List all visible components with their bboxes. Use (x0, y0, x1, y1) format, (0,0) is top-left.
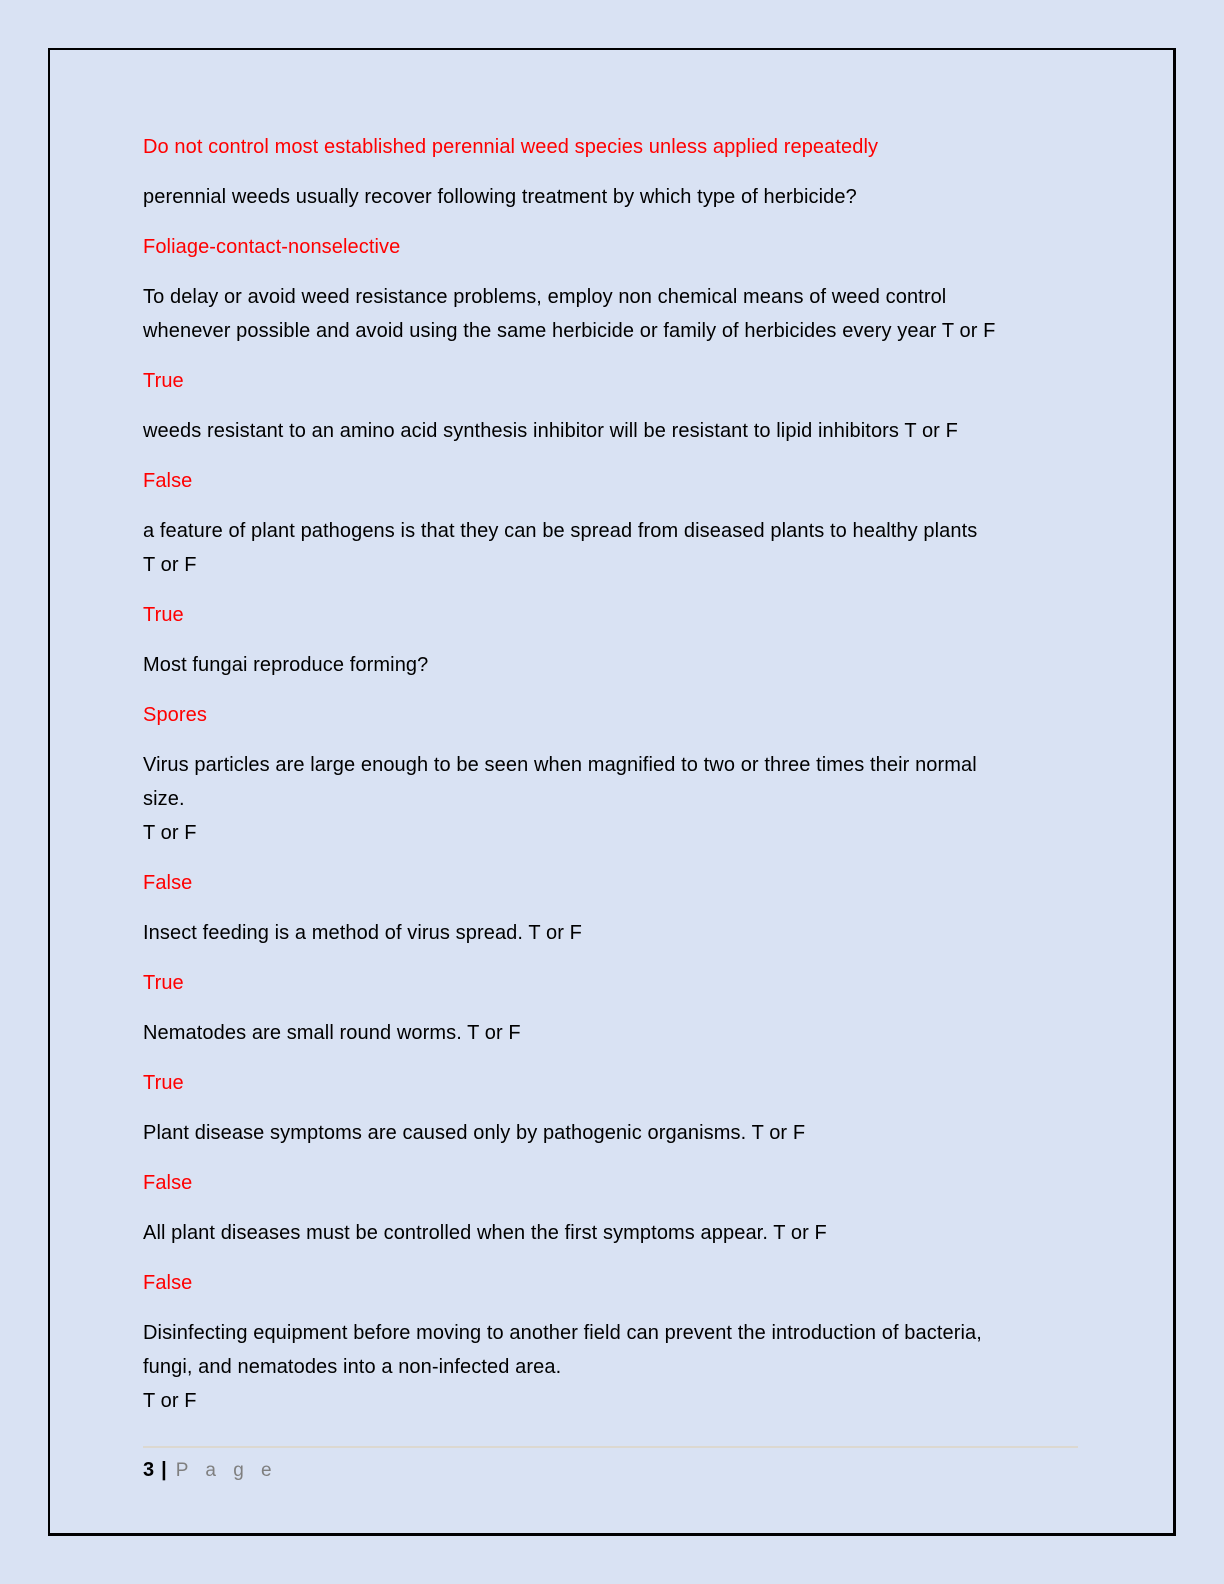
answer-paragraph: False (143, 872, 193, 894)
question-paragraph: Insect feeding is a method of virus spread. T or F (143, 922, 582, 944)
question-paragraph: Disinfecting equipment before moving to another field can prevent the introduction of bacteria, fungi, and nematodes into a non-infected area. T or F (143, 1322, 982, 1412)
question-paragraph: To delay or avoid weed resistance problems, employ non chemical means of weed control whenever possible and avoid using the same herbicide or family of herbicides every year T or F (143, 286, 996, 342)
answer-paragraph: Do not control most established perennial weed species unless applied repeatedly (143, 136, 879, 158)
footer-separator: | (161, 1459, 167, 1481)
answer-paragraph: Spores (143, 704, 207, 726)
page-number: 3 (143, 1459, 155, 1481)
question-paragraph: Virus particles are large enough to be seen when magnified to two or three times their normal size. T or F (143, 754, 977, 844)
page-border-frame (48, 48, 1176, 1536)
question-paragraph: perennial weeds usually recover following treatment by which type of herbicide? (143, 186, 857, 208)
answer-paragraph: False (143, 1172, 193, 1194)
footer-divider (143, 1446, 1078, 1448)
question-paragraph: a feature of plant pathogens is that they can be spread from diseased plants to healthy plants T or F (143, 520, 978, 576)
document-content (143, 130, 1078, 1483)
answer-paragraph: Foliage-contact-nonselective (143, 236, 401, 258)
answer-paragraph: False (143, 1272, 193, 1294)
page-footer (143, 1458, 1078, 1483)
answer-paragraph: False (143, 470, 193, 492)
answer-paragraph: True (143, 972, 184, 994)
answer-paragraph: True (143, 370, 184, 392)
question-paragraph: Nematodes are small round worms. T or F (143, 1022, 521, 1044)
footer-page-label: P a g e (175, 1460, 278, 1481)
question-paragraph: weeds resistant to an amino acid synthesis inhibitor will be resistant to lipid inhibitors T or F (143, 420, 958, 442)
answer-paragraph: True (143, 604, 184, 626)
question-paragraph: Most fungai reproduce forming? (143, 654, 429, 676)
question-paragraph: Plant disease symptoms are caused only by pathogenic organisms. T or F (143, 1122, 806, 1144)
answer-paragraph: True (143, 1072, 184, 1094)
question-paragraph: All plant diseases must be controlled when the first symptoms appear. T or F (143, 1222, 827, 1244)
qa-list (143, 130, 1078, 1418)
